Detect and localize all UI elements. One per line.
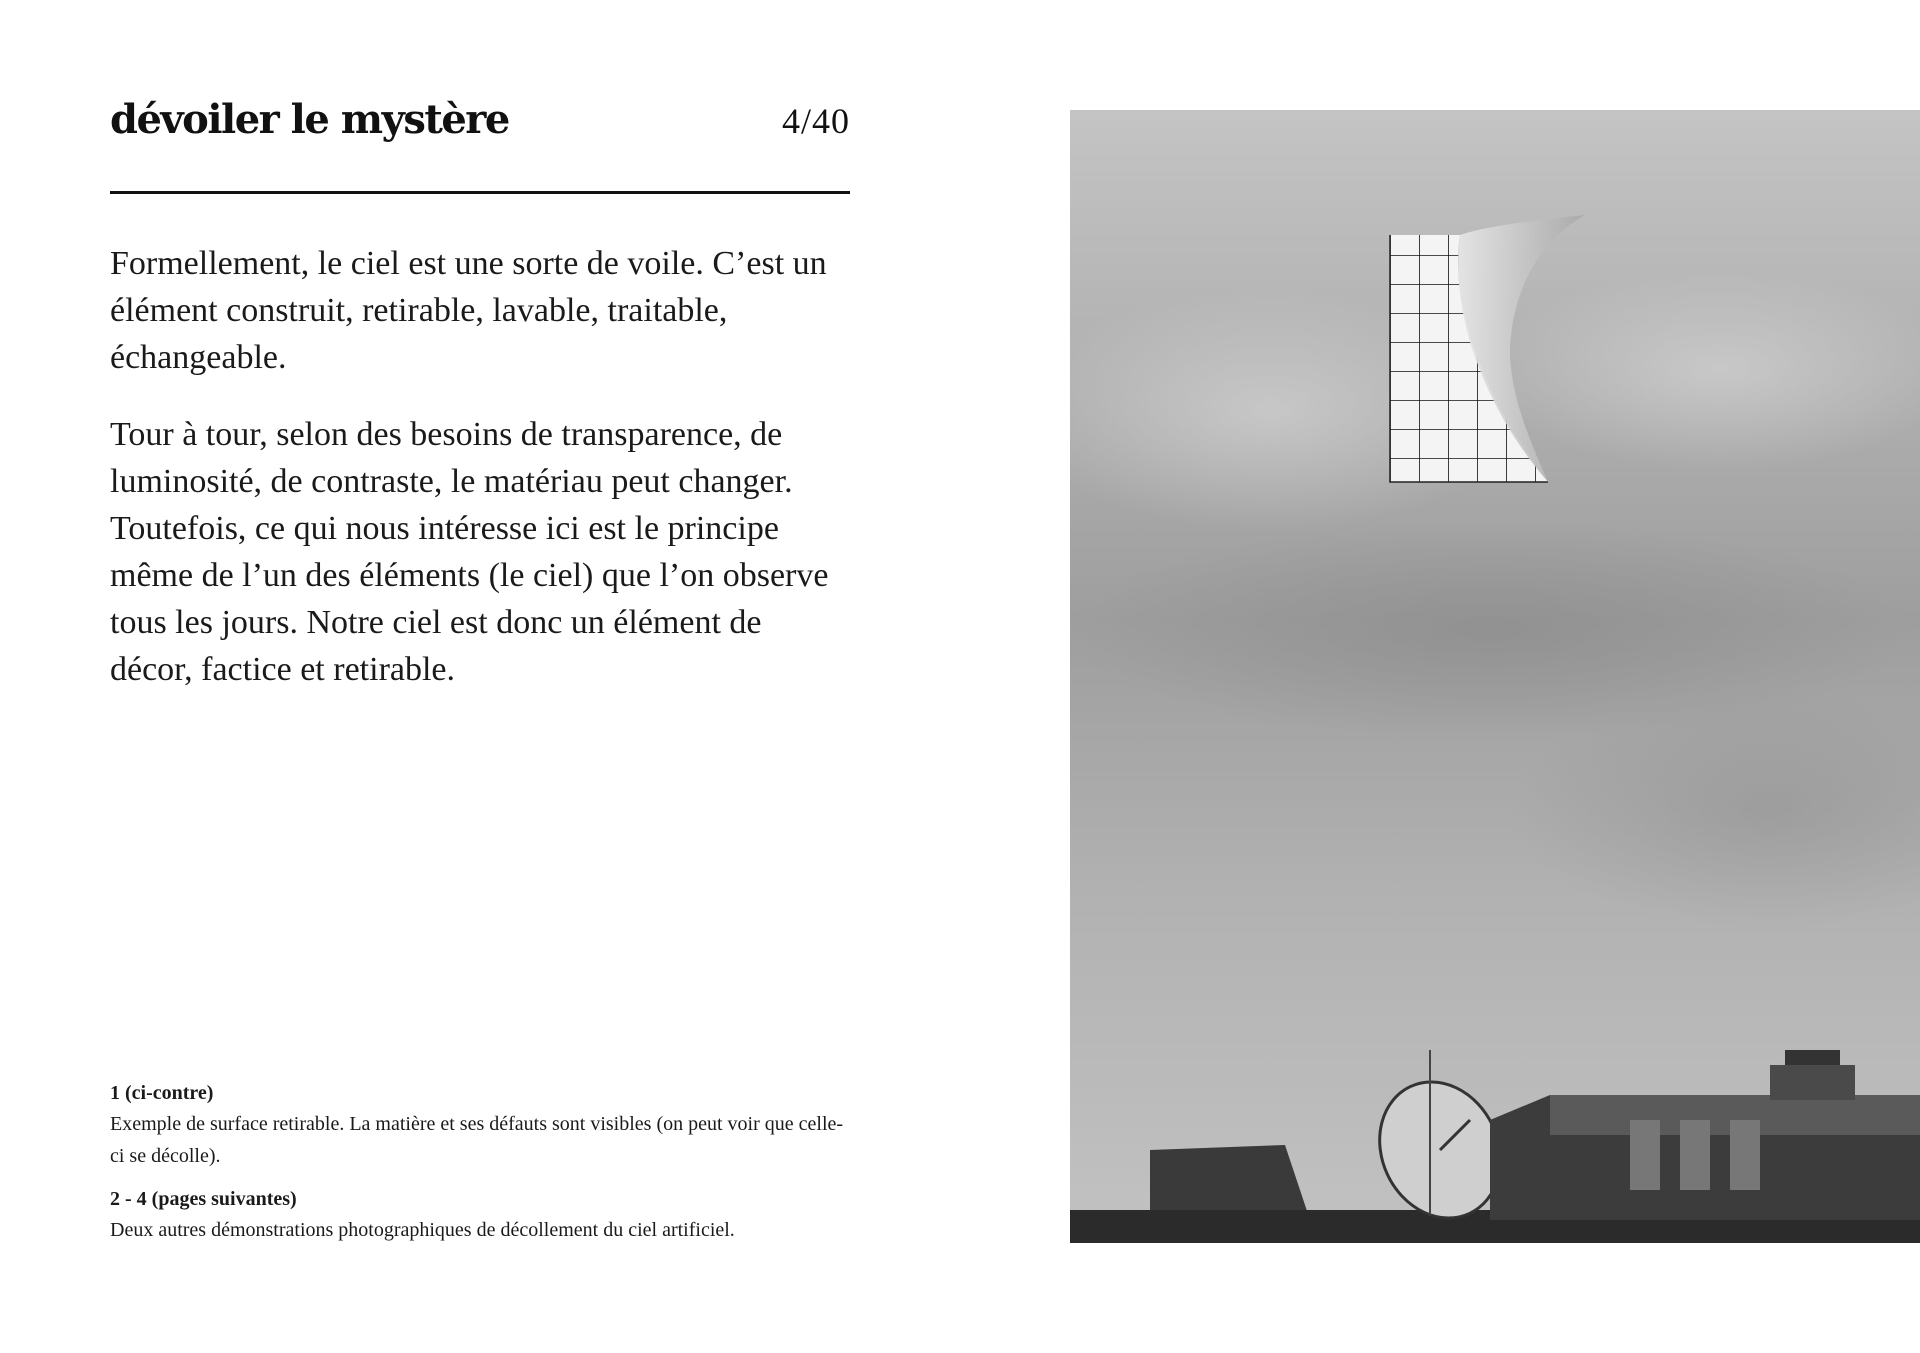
body-text <box>110 240 850 723</box>
paragraph-2: Tour à tour, selon des besoins de transparence, de luminosité, de contraste, le matériau peut changer. Toutefois, ce qui nous intéresse ici est le principe même de l’un des éléments (le ciel) que l’on observe tous les jours. Notre ciel est donc un élément de décor, factice et retirable. <box>110 416 829 688</box>
footnote-2 <box>110 1184 850 1246</box>
footnote-1-title: 1 (ci-contre) <box>110 1082 214 1104</box>
paragraph-1: Formellement, le ciel est une sorte de voile. C’est un élément construit, retirable, lavable, traitable, échangeable. <box>110 245 827 376</box>
sky-peel-photo <box>1070 110 1920 1243</box>
page-number: 4/40 <box>781 101 850 141</box>
footnote-1-text: Exemple de surface retirable. La matière et ses défauts sont visibles (on peut voir que celle-ci se décolle). <box>110 1113 844 1167</box>
title-divider <box>110 191 850 194</box>
footnote-1 <box>110 1078 850 1172</box>
footnote-2-title: 2 - 4 (pages suivantes) <box>110 1188 297 1210</box>
page-title: dévoiler le mystère <box>110 96 509 143</box>
footnotes <box>110 1078 850 1258</box>
footnote-2-text: Deux autres démonstrations photographiques de décollement du ciel artificiel. <box>110 1219 735 1241</box>
